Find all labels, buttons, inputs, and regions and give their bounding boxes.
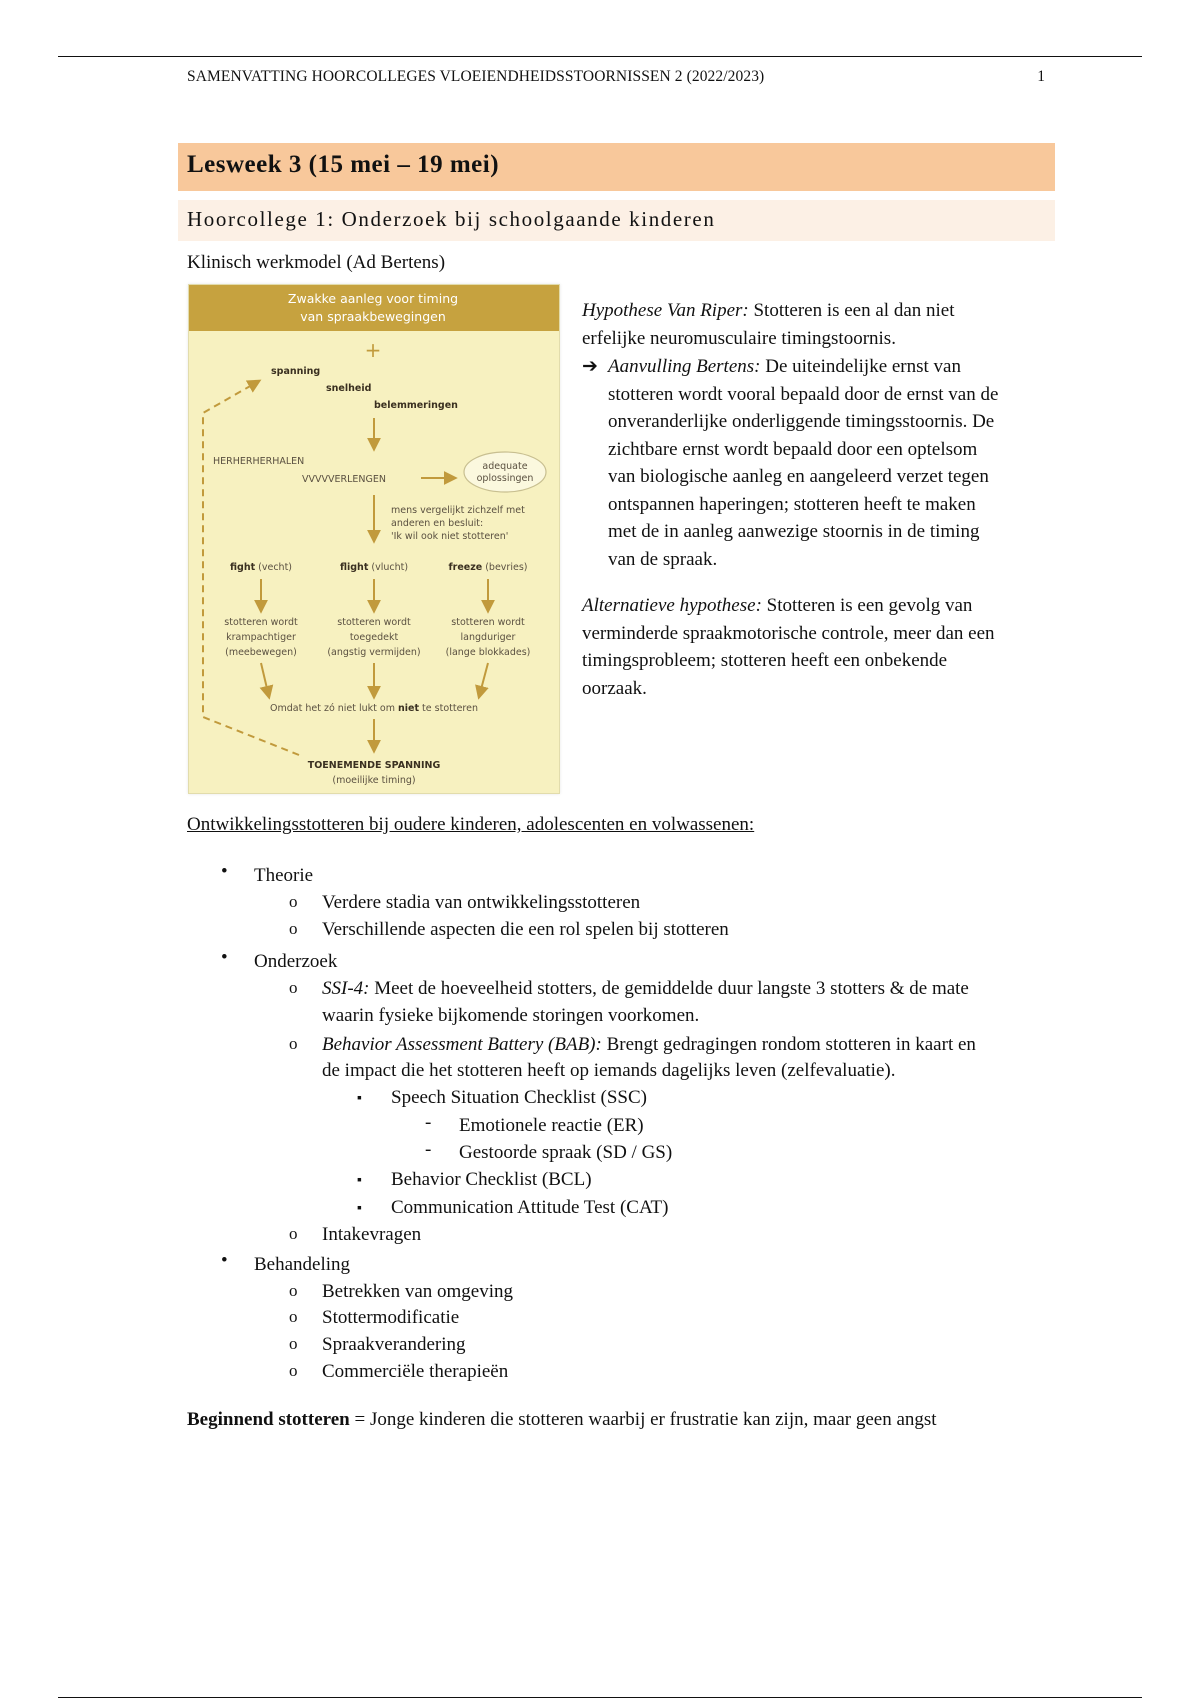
circle-bullet-icon: o: [289, 919, 298, 938]
diagram-snelheid: snelheid: [326, 383, 372, 394]
diagram-flight-out-1: stotteren wordt: [337, 617, 411, 628]
diagram-compare-line1: mens vergelijkt zichzelf met: [391, 505, 525, 516]
diagram-omdat: Omdat het zó niet lukt om niet te stotteren: [270, 703, 478, 714]
list-item: Stottermodificatie: [322, 1307, 460, 1328]
bertens-line: met de in aanleg aanwezige stoornis in de timing: [608, 521, 980, 542]
circle-bullet-icon: o: [289, 978, 298, 997]
diagram-flight: flight (vlucht): [339, 562, 409, 573]
bullet-icon: •: [221, 1250, 228, 1271]
list-item-intake: Intakevragen: [322, 1224, 422, 1245]
diagram-compare-line3: 'Ik wil ook niet stotteren': [391, 531, 509, 542]
bullet-icon: •: [221, 861, 228, 882]
list-item-ssi-cont: waarin fysieke bijkomende storingen voorkomen.: [322, 1005, 700, 1026]
bertens-line: van biologische aanleg en aangeleerd verzet tegen: [608, 466, 989, 487]
van-riper-line2: erfelijke neuromusculaire timingstoornis.: [582, 327, 896, 349]
bertens-line: onveranderlijke onderliggende timingsstoornis. De: [608, 411, 995, 432]
square-bullet-icon: ▪: [357, 1201, 362, 1216]
diagram-arrow-converge-right: [479, 663, 488, 697]
list-item-theorie: Theorie: [254, 865, 314, 886]
diagram-adequate-line2: oplossingen: [476, 473, 534, 484]
diagram-verlengen: VVVVVERLENGEN: [302, 474, 386, 485]
list-item-bab-cont: de impact die het stotteren heeft op iemands dagelijks leven (zelfevaluatie).: [322, 1060, 896, 1081]
diagram-plus: +: [364, 338, 382, 362]
list-item: Gestoorde spraak (SD / GS): [459, 1142, 673, 1163]
square-bullet-icon: ▪: [357, 1173, 362, 1188]
list-item: Betrekken van omgeving: [322, 1281, 514, 1302]
list-item-onderzoek: Onderzoek: [254, 951, 338, 972]
diagram-adequate-line1: adequate: [482, 461, 528, 472]
diagram-header-line2: van spraakbewegingen: [300, 309, 446, 324]
list-item-bab: Behavior Assessment Battery (BAB): Brengt gedragingen rondom stotteren in kaart en: [322, 1034, 976, 1055]
alt-line: oorzaak.: [582, 677, 647, 699]
list-item-behandeling: Behandeling: [254, 1254, 351, 1275]
diagram-fight-out-3: (meebewegen): [225, 647, 297, 658]
circle-bullet-icon: o: [289, 1224, 298, 1243]
page-number: 1: [1037, 68, 1045, 85]
circle-bullet-icon: o: [289, 1034, 298, 1053]
lecture-title: Hoorcollege 1: Onderzoek bij schoolgaande kinderen: [187, 207, 716, 231]
bertens-line: van de spraak.: [608, 548, 718, 570]
running-header: SAMENVATTING HOORCOLLEGES VLOEIENDHEIDSSTOORNISSEN 2 (2022/2023): [187, 68, 765, 85]
bertens-first-line: Aanvulling Bertens: De uiteindelijke ernst van: [608, 356, 961, 377]
diagram-adequate-ellipse: [464, 452, 546, 492]
diagram-arrow-converge-left: [261, 663, 269, 697]
circle-bullet-icon: o: [289, 1334, 298, 1353]
diagram-freeze-out-1: stotteren wordt: [451, 617, 525, 628]
diagram-freeze-out-3: (lange blokkades): [445, 647, 531, 658]
bottom-rule: [58, 1697, 1142, 1698]
list-item-bcl: Behavior Checklist (BCL): [391, 1169, 592, 1190]
definition-term: Beginnend stotteren: [187, 1409, 350, 1430]
arrow-icon: ➔: [582, 356, 598, 377]
top-rule: [58, 56, 1142, 57]
alt-label: Alternatieve hypothese:: [582, 595, 762, 616]
circle-bullet-icon: o: [289, 1361, 298, 1380]
hypothesis-alternative: Alternatieve hypothese: Stotteren is een gevolg van verminderde spraakmotorische controle, meer dan een timingsprobleem; stotteren heeft een onbekende oorzaak.: [582, 595, 995, 699]
list-item-ssc: Speech Situation Checklist (SSC): [391, 1087, 647, 1108]
week-title: Lesweek 3 (15 mei – 19 mei): [187, 151, 500, 178]
diagram-flight-out-3: (angstig vermijden): [327, 647, 421, 658]
diagram-fight-out-2: krampachtiger: [226, 632, 296, 643]
hypothesis-bertens: [582, 353, 1052, 573]
bullet-icon: •: [221, 947, 228, 968]
bertens-line: ontspannen haperingen; stotteren heeft te maken: [608, 493, 976, 515]
list-item: Verschillende aspecten die een rol spelen bij stotteren: [322, 919, 729, 940]
definition-beginnend-stotteren: [187, 1409, 937, 1431]
dash-bullet-icon: -: [425, 1139, 432, 1160]
list-item: Spraakverandering: [322, 1334, 466, 1355]
list-item: Commerciële therapieën: [322, 1361, 509, 1382]
diagram-flight-out-2: toegedekt: [349, 632, 399, 643]
van-riper-line1: Stotteren is een al dan niet: [748, 300, 955, 321]
definition-text: = Jonge kinderen die stotteren waarbij er frustratie kan zijn, maar geen angst: [349, 1409, 937, 1430]
week-heading: [178, 143, 1055, 191]
lecture-heading: [178, 200, 1055, 241]
diagram-toenemende: TOENEMENDE SPANNING: [307, 760, 441, 771]
diagram-fight: fight (vecht): [229, 562, 293, 573]
square-bullet-icon: ▪: [357, 1091, 362, 1106]
diagram-canvas: [189, 285, 559, 793]
alt-line: verminderde spraakmotorische controle, meer dan een: [582, 622, 995, 644]
list-item: Emotionele reactie (ER): [459, 1115, 644, 1136]
diagram-header-line1: Zwakke aanleg voor timing: [287, 291, 459, 306]
diagram-herhalen: HERHERHERHALEN: [213, 456, 305, 467]
list-item-ssi: SSI-4: Meet de hoeveelheid stotters, de gemiddelde duur langste 3 stotters & de mate: [322, 978, 969, 999]
section-heading: Ontwikkelingsstotteren bij oudere kinderen, adolescenten en volwassenen:: [187, 814, 755, 835]
dash-bullet-icon: -: [425, 1112, 432, 1133]
diagram-moeilijke-timing: (moeilijke timing): [332, 775, 416, 786]
clinical-model-diagram: [188, 284, 560, 794]
model-caption: Klinisch werkmodel (Ad Bertens): [187, 252, 446, 273]
circle-bullet-icon: o: [289, 1281, 298, 1300]
bertens-line: zichtbare ernst wordt bepaald door een optelsom: [608, 438, 978, 460]
diagram-compare-line2: anderen en besluit:: [391, 518, 484, 529]
van-riper-label: Hypothese Van Riper:: [582, 300, 749, 321]
diagram-spanning: spanning: [271, 366, 321, 377]
alt-line: timingsprobleem; stotteren heeft een onbekende: [582, 650, 948, 671]
diagram-belemmeringen: belemmeringen: [374, 400, 458, 411]
bertens-line: stotteren wordt vooral bepaald door de ernst van de: [608, 383, 999, 405]
bertens-label: Aanvulling Bertens:: [608, 356, 761, 377]
circle-bullet-icon: o: [289, 892, 298, 911]
circle-bullet-icon: o: [289, 1307, 298, 1326]
diagram-fight-out-1: stotteren wordt: [224, 617, 298, 628]
list-item: Verdere stadia van ontwikkelingsstotteren: [322, 892, 641, 913]
list-item-cat: Communication Attitude Test (CAT): [391, 1197, 669, 1218]
diagram-freeze: freeze (bevries): [448, 562, 528, 573]
diagram-freeze-out-2: langduriger: [460, 632, 516, 643]
hypothesis-van-riper: [582, 297, 1052, 352]
